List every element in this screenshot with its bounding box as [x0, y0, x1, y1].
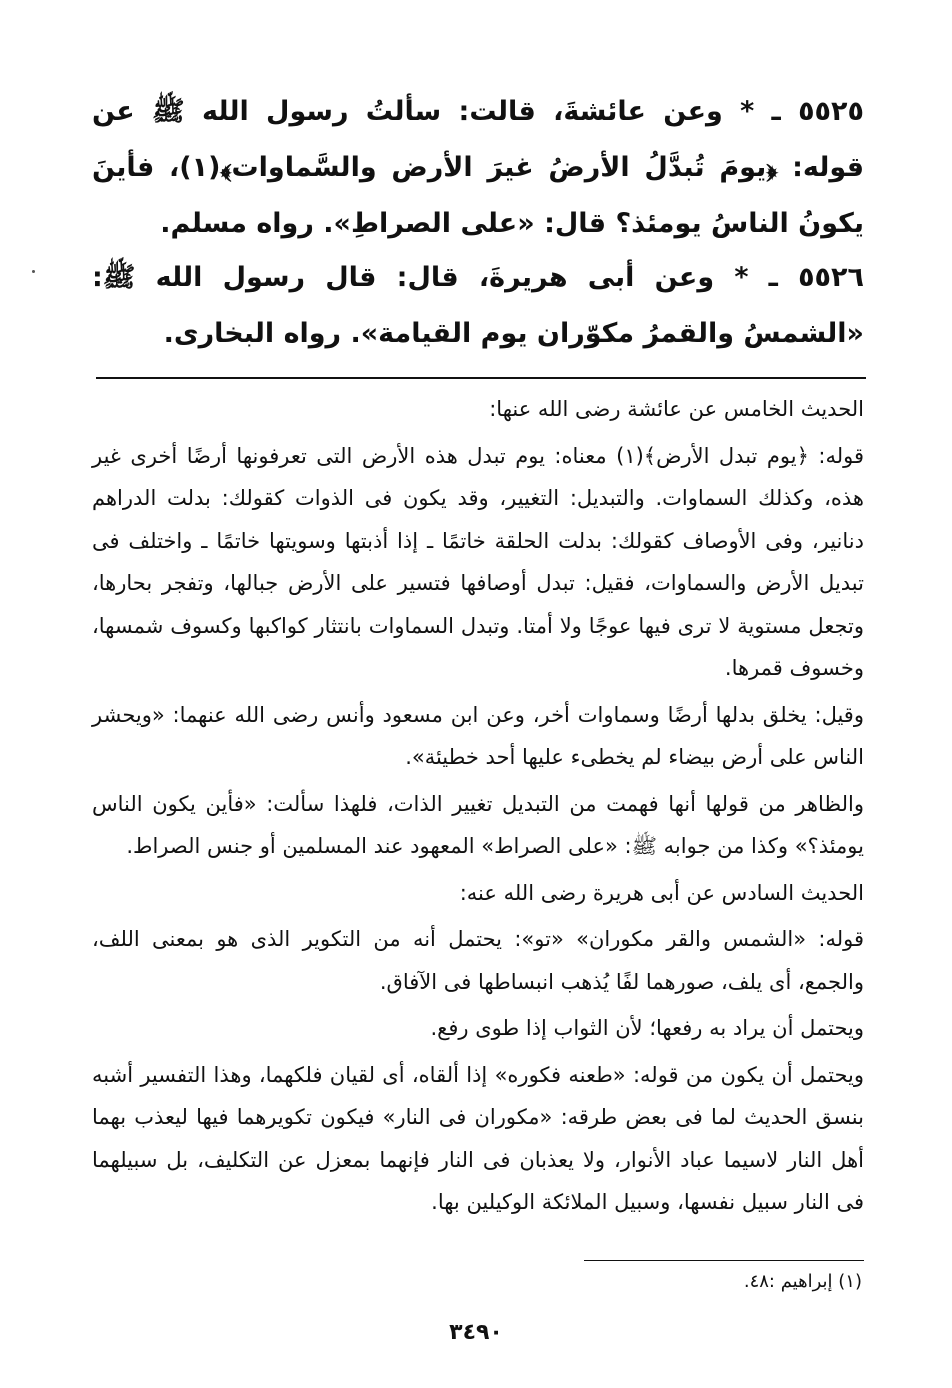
commentary-section [92, 388, 864, 1228]
commentary-paragraph: ويحتمل أن يكون من قوله: «طعنه فكوره» إذا ألقاه، أى لقيان فلكهما، وهذا التفسير أشبه بنسق الحديث لما فى بعض طرقه: «مكوران فى النار» فيكون تكويرهما فيها ليعذب بهما أهل النار لاسيما عباد الأنوار، ولا يعذبان فى النار فإنهما بمعزل عن التكليف، بل سبيلهما فى النار سبيل نفسها، وسبيل الملائكة الوكيلين بها. [92, 1062, 864, 1214]
footnote: (١) إبراهيم :٤٨. [743, 1271, 862, 1292]
margin-speck [32, 270, 35, 273]
hadith-5525: ٥٥٢٥ ـ * وعن عائشةَ، قالت: سألتُ رسول الله ﷺ عن قوله: ﴿يومَ تُبدَّلُ الأرضُ غيرَ الأرض والسَّماوات﴾(١)، فأينَ يكونُ الناسُ يومئذ؟ قال: «على الصراطِ». رواه مسلم. [92, 96, 864, 239]
page-number: ٣٤٩٠ [449, 1320, 503, 1345]
commentary-paragraph: قوله: «الشمس والقر مكوران» «تو»: يحتمل أنه من التكوير الذى هو بمعنى اللف، والجمع، أى يلف، صورهما لفًا يُذهب انبساطها فى الآفاق. [92, 927, 864, 994]
commentary-paragraph: وقيل: يخلق بدلها أرضًا وسماوات أخر، وعن ابن مسعود وأنس رضى الله عنهما: «ويحشر الناس على أرض بيضاء لم يخطىء عليها أحد خطيئة». [92, 702, 864, 769]
commentary-paragraph: ويحتمل أن يراد به رفعها؛ لأن الثواب إذا طوى رفع. [430, 1016, 864, 1040]
hadith-5526: ٥٥٢٦ ـ * وعن أبى هريرةَ، قال: قال رسول الله ﷺ: «الشمسُ والقمرُ مكوّران يوم القيامة». رواه البخارى. [92, 262, 864, 349]
commentary-paragraph: قوله: ﴿يوم تبدل الأرض﴾(١) معناه: يوم تبدل هذه الأرض التى تعرفونها أرضًا أخرى غير هذه، وكذلك السماوات. والتبديل: التغيير، وقد يكون فى الذوات كقولك: بدلت الدراهم دنانير، وفى الأوصاف كقولك: بدلت الحلقة خاتمًا ـ إذا أذبتها وسويتها خاتمًا ـ واختلف فى تبديل الأرض والسماوات، فقيل: تبدل أوصافها فتسير على الأرض جبالها، وتفجر بحارها، وتجعل مستوية لا ترى فيها عوجًا ولا أمتا. وتبدل السماوات بانتثار كواكبها وكسوف شمسها، وخسوف قمرها. [92, 443, 864, 680]
footnote-divider [584, 1260, 864, 1261]
commentary-paragraph: والظاهر من قولها أنها فهمت من التبديل تغيير الذات، فلهذا سألت: «فأين يكون الناس يومئذ؟» وكذا من جوابه ﷺ: «على الصراط» المعهود عند المسلمين أو جنس الصراط. [92, 791, 864, 858]
section-divider [96, 377, 866, 379]
commentary-heading-sixth: الحديث السادس عن أبى هريرة رضى الله عنه: [459, 880, 864, 905]
commentary-heading-fifth: الحديث الخامس عن عائشة رضى الله عنها: [489, 397, 864, 421]
